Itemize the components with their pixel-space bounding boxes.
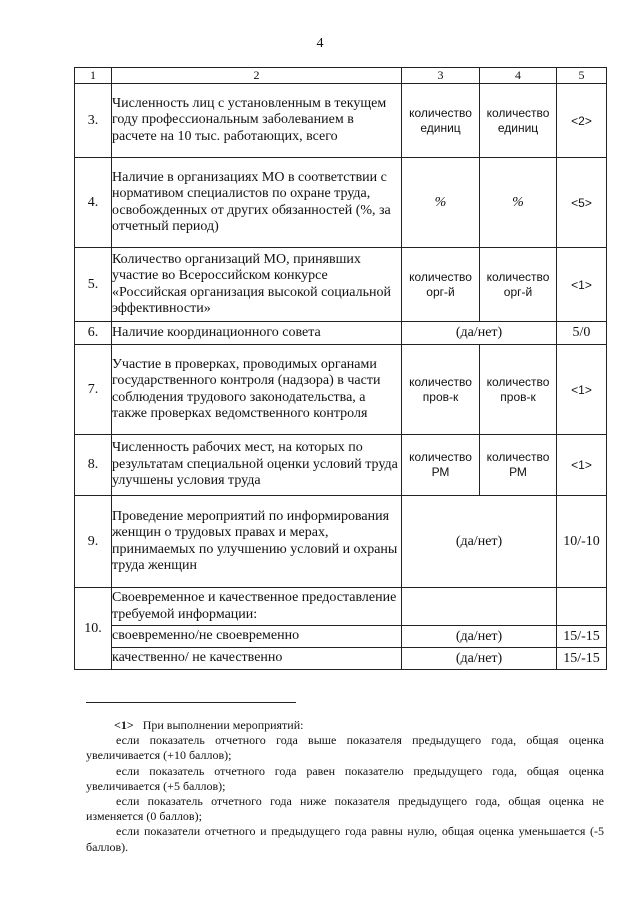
footnote-item: если показатель отчетного года равен показателю предыдущего года, общая оценка увеличивается (+5 баллов); (86, 763, 604, 793)
footnote-item: если показатель отчетного года выше показателя предыдущего года, общая оценка увеличивается (+10 баллов); (86, 733, 604, 763)
table-row (75, 626, 607, 648)
unit-cell: количество орг-й (480, 248, 557, 322)
table-row (75, 322, 607, 345)
empty-cell (402, 588, 557, 626)
unit-cell: количество РМ (402, 435, 480, 496)
unit-cell: количество единиц (402, 84, 480, 158)
table-row (75, 435, 607, 496)
footnote-intro: При выполнении мероприятий: (142, 718, 304, 732)
unit-cell: количество РМ (480, 435, 557, 496)
footnotes (86, 718, 604, 855)
row-description: Наличие в организациях МО в соответствии с нормативом специалистов по охране труда, освобожденных от других обязанностей (%, за отчетный период) (112, 158, 402, 248)
row-number: 10. (75, 588, 112, 670)
row-number: 7. (75, 345, 112, 435)
table-row (75, 84, 607, 158)
row-description: Проведение мероприятий по информирования женщин о трудовых правах и мерах, принимаемых по улучшению условий и охраны труда женщин (112, 496, 402, 588)
empty-cell (557, 588, 607, 626)
header-cell: 4 (480, 68, 557, 84)
header-cell: 3 (402, 68, 480, 84)
row-description: качественно/ не качественно (112, 648, 402, 670)
score-cell: <1> (557, 435, 607, 496)
score-cell: <1> (557, 345, 607, 435)
unit-cell: количество пров-к (480, 345, 557, 435)
row-description: Численность лиц с установленным в текущем году профессиональным заболеванием в расчете на 10 тыс. работающих, всего (112, 84, 402, 158)
row-description: Участие в проверках, проводимых органами государственного контроля (надзора) в части соблюдения трудового законодательства, а также проверках ведомственного контроля (112, 345, 402, 435)
score-cell: <2> (557, 84, 607, 158)
table-row (75, 588, 607, 626)
score-cell: <5> (557, 158, 607, 248)
row-number: 8. (75, 435, 112, 496)
row-number: 6. (75, 322, 112, 345)
row-description: Наличие координационного совета (112, 322, 402, 345)
row-description: своевременно/не своевременно (112, 626, 402, 648)
merged-unit-cell: (да/нет) (402, 648, 557, 670)
header-cell: 5 (557, 68, 607, 84)
row-description: Количество организаций МО, принявших участие во Всероссийском конкурсе «Российская организация высокой социальной эффективности» (112, 248, 402, 322)
merged-unit-cell: (да/нет) (402, 626, 557, 648)
table-header-row (75, 68, 607, 84)
table-row (75, 345, 607, 435)
row-number: 4. (75, 158, 112, 248)
indicators-table (74, 67, 607, 670)
header-cell: 1 (75, 68, 112, 84)
merged-unit-cell: (да/нет) (402, 322, 557, 345)
unit-cell: % (480, 158, 557, 248)
table-row (75, 158, 607, 248)
table-row (75, 496, 607, 588)
row-number: 5. (75, 248, 112, 322)
score-cell: 10/-10 (557, 496, 607, 588)
row-number: 3. (75, 84, 112, 158)
score-cell: 15/-15 (557, 648, 607, 670)
unit-cell: % (402, 158, 480, 248)
unit-cell: количество единиц (480, 84, 557, 158)
table-row (75, 248, 607, 322)
footnote-item: если показатели отчетного и предыдущего года равны нулю, общая оценка уменьшается (-5 баллов). (86, 824, 604, 854)
merged-unit-cell: (да/нет) (402, 496, 557, 588)
footnote-item: если показатель отчетного года ниже показателя предыдущего года, общая оценка не изменяется (0 баллов); (86, 794, 604, 824)
score-cell: 5/0 (557, 322, 607, 345)
footnote-marker: <1> (114, 718, 134, 732)
page-number: 4 (316, 36, 324, 51)
unit-cell: количество орг-й (402, 248, 480, 322)
score-cell: <1> (557, 248, 607, 322)
unit-cell: количество пров-к (402, 345, 480, 435)
table-row (75, 648, 607, 670)
row-description: Своевременное и качественное предоставление требуемой информации: (112, 588, 402, 626)
row-number: 9. (75, 496, 112, 588)
footnote-separator (86, 702, 296, 703)
row-description: Численность рабочих мест, на которых по результатам специальной оценки условий труда улучшены условия труда (112, 435, 402, 496)
footnote-heading (86, 718, 604, 733)
header-cell: 2 (112, 68, 402, 84)
score-cell: 15/-15 (557, 626, 607, 648)
